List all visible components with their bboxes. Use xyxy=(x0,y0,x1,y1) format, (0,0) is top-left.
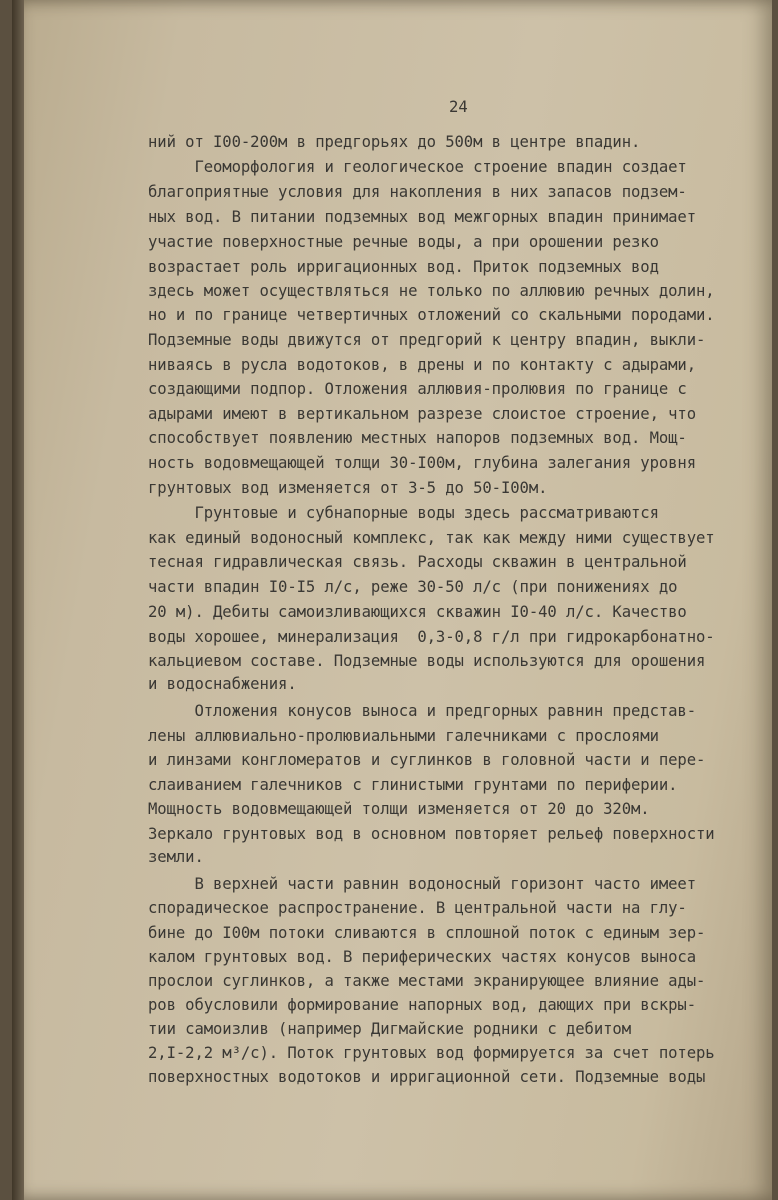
text-line: ных вод. В питании подземных вод межгорных впадин принимает xyxy=(148,208,697,226)
text-line: тесная гидравлическая связь. Расходы скважин в центральной xyxy=(148,553,687,571)
text-line: Мощность водовмещающей толщи изменяется от 20 до 320м. xyxy=(148,800,650,818)
text-line: ниваясь в русла водотоков, в дрены и по контакту с адырами, xyxy=(148,356,697,374)
text-line: воды хорошее, минерализация 0,3-0,8 г/л при гидрокарбонатно- xyxy=(148,628,715,646)
binding-edge xyxy=(12,0,24,1200)
text-line: части впадин I0-I5 л/с, реже 30-50 л/с (при понижениях до xyxy=(148,578,678,596)
text-line: Грунтовые и субнапорные воды здесь рассматриваются xyxy=(148,504,659,522)
text-line: калом грунтовых вод. В периферических частях конусов выноса xyxy=(148,948,697,966)
text-line: слаиванием галечников с глинистыми грунтами по периферии. xyxy=(148,776,678,794)
text-line: способствует появлению местных напоров подземных вод. Мощ- xyxy=(148,429,687,447)
text-line: участие поверхностные речные воды, а при орошении резко xyxy=(148,233,659,251)
text-line: лены аллювиально-пролювиальными галечниками с прослоями xyxy=(148,727,659,745)
text-line: ний от I00-200м в предгорьях до 500м в центре впадин. xyxy=(148,133,641,151)
text-line: Подземные воды движутся от предгорий к центру впадин, выкли- xyxy=(148,331,706,349)
text-line: бине до I00м потоки сливаются в сплошной поток с единым зер- xyxy=(148,924,706,942)
page-number: 24 xyxy=(449,98,468,116)
text-line: благоприятные условия для накопления в них запасов подзем- xyxy=(148,183,687,201)
text-line: тии самоизлив (например Дигмайские родники с дебитом xyxy=(148,1020,631,1038)
text-line: но и по границе четвертичных отложений со скальными породами. xyxy=(148,306,715,324)
text-line: земли. xyxy=(148,848,204,866)
text-line: Зеркало грунтовых вод в основном повторяет рельеф поверхности xyxy=(148,825,715,843)
text-line: спорадическое распространение. В центральной части на глу- xyxy=(148,899,687,917)
text-line: 20 м). Дебиты самоизливающихся скважин I0-40 л/с. Качество xyxy=(148,603,687,621)
text-line: прослои суглинков, а также местами экранирующее влияние ады- xyxy=(148,972,706,990)
text-line: возрастает роль ирригационных вод. Приток подземных вод xyxy=(148,258,659,276)
text-line: здесь может осуществляться не только по аллювию речных долин, xyxy=(148,282,715,300)
text-line: Геоморфология и геологическое строение впадин создает xyxy=(148,158,687,176)
text-line: и водоснабжения. xyxy=(148,675,297,693)
text-line: создающими подпор. Отложения аллювия-пролювия по границе с xyxy=(148,380,687,398)
text-line: грунтовых вод изменяется от 3-5 до 50-I00м. xyxy=(148,479,548,497)
text-line: поверхностных водотоков и ирригационной сети. Подземные воды xyxy=(148,1068,706,1086)
text-line: адырами имеют в вертикальном разрезе слоистое строение, что xyxy=(148,405,697,423)
text-line: ность водовмещающей толщи 30-I00м, глубина залегания уровня xyxy=(148,454,697,472)
text-line: как единый водоносный комплекс, так как между ними существует xyxy=(148,529,715,547)
text-line: 2,I-2,2 м³/с). Поток грунтовых вод формируется за счет потерь xyxy=(148,1044,715,1062)
text-line: и линзами конгломератов и суглинков в головной части и пере- xyxy=(148,751,706,769)
text-line: В верхней части равнин водоносный горизонт часто имеет xyxy=(148,875,697,893)
text-line: ров обусловили формирование напорных вод, дающих при вскры- xyxy=(148,996,697,1014)
text-line: Отложения конусов выноса и предгорных равнин представ- xyxy=(148,702,697,720)
document-page xyxy=(12,0,772,1200)
text-line: кальциевом составе. Подземные воды используются для орошения xyxy=(148,652,706,670)
